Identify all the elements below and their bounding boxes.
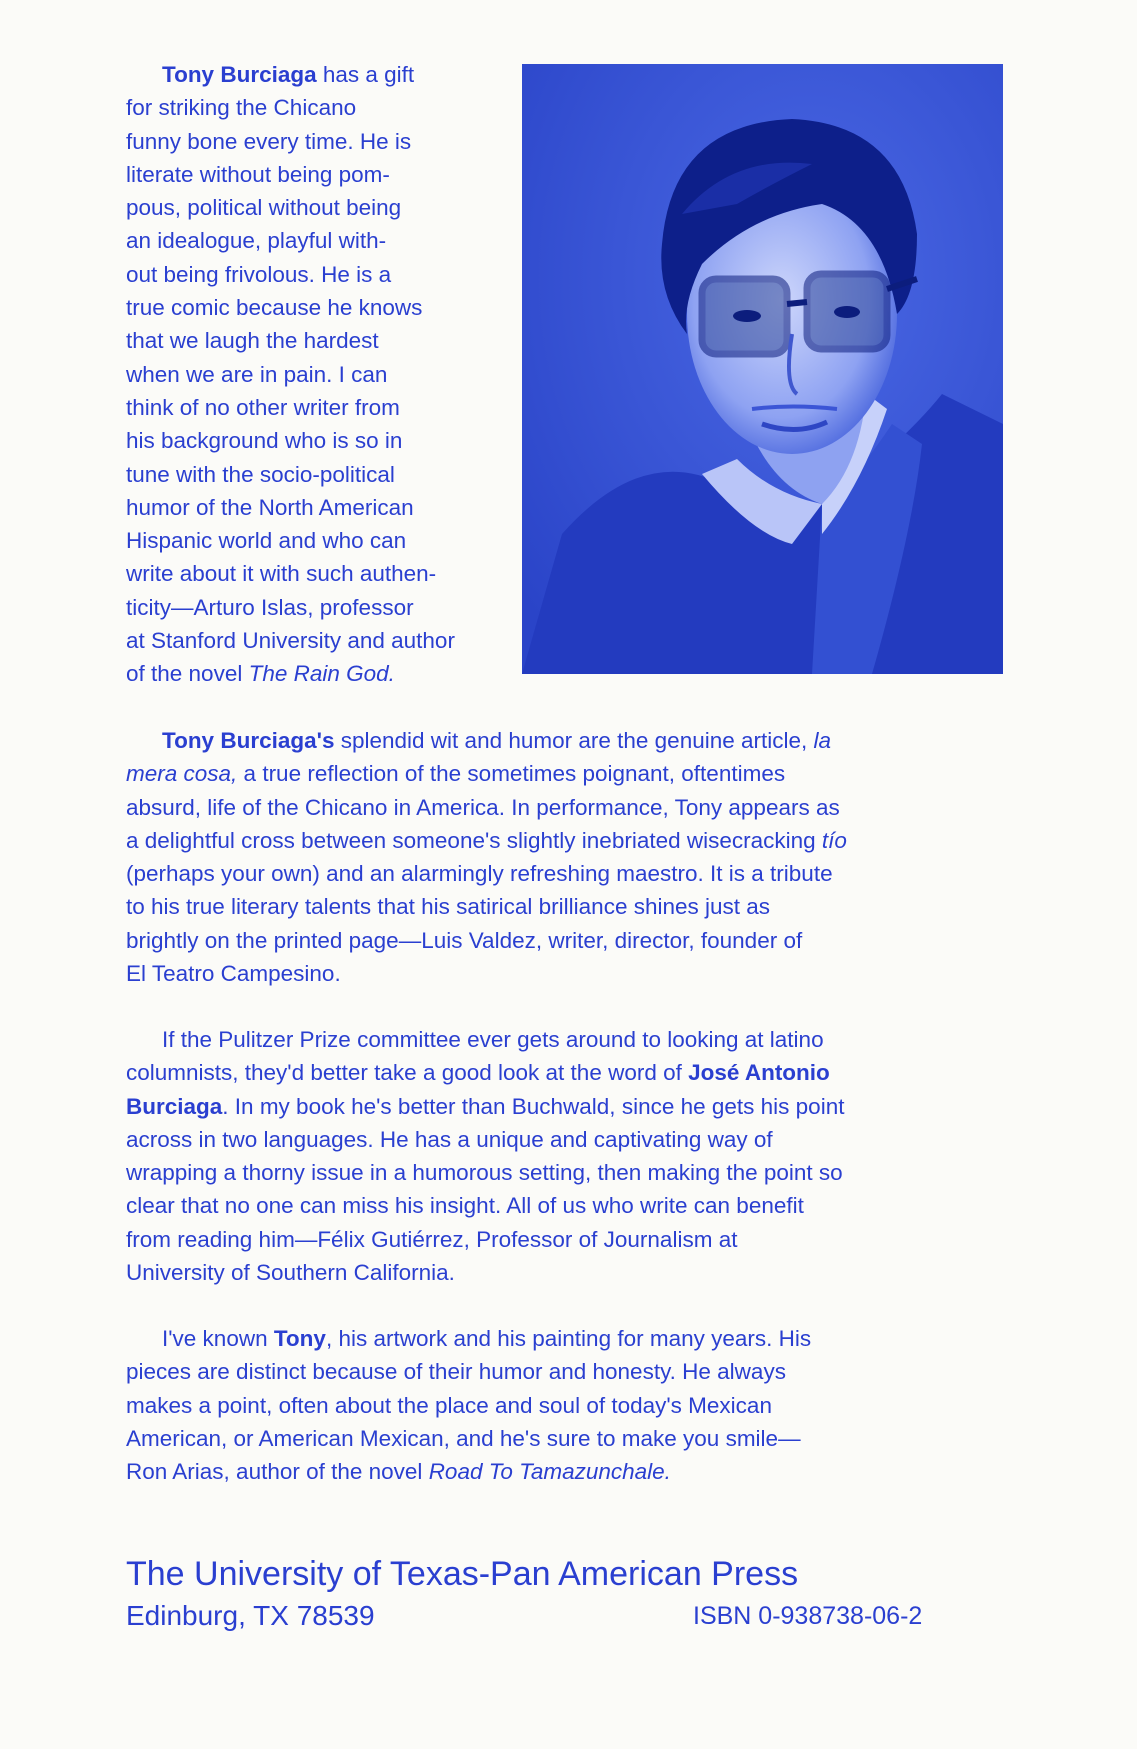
quote-line <box>126 724 976 757</box>
publisher-address: Edinburg, TX 78539 <box>126 1600 375 1631</box>
quote-line: for striking the Chicano <box>126 95 357 121</box>
quote-line <box>126 757 976 790</box>
quote-arias <box>126 1322 976 1488</box>
quote-valdez <box>126 724 976 990</box>
portrait-illustration <box>522 64 1003 674</box>
quote-text: of the novel <box>126 661 249 687</box>
quote-line <box>126 657 526 690</box>
author-name: Burciaga <box>126 1093 223 1119</box>
author-name: Tony <box>273 1326 326 1351</box>
quote-line: his background who is so in <box>126 428 403 454</box>
quote-text: a true reflection of the sometimes poignant, oftentimes <box>237 761 786 787</box>
quote-text: mera cosa, <box>126 761 238 787</box>
quote-text: I've known <box>162 1326 274 1351</box>
quote-line <box>126 1455 976 1488</box>
quote-line <box>126 1056 976 1089</box>
quote-line: El Teatro Campesino. <box>126 961 341 987</box>
quote-line: brightly on the printed page—Luis Valdez, writer, director, founder of <box>126 927 803 953</box>
quote-line: that we laugh the hardest <box>126 328 379 354</box>
quote-line <box>126 58 526 91</box>
author-photo <box>522 64 1003 674</box>
quote-line: wrapping a thorny issue in a humorous setting, then making the point so <box>126 1160 843 1186</box>
quote-line: from reading him—Félix Gutiérrez, Professor of Journalism at <box>126 1226 738 1252</box>
quote-gutierrez <box>126 1023 976 1289</box>
isbn: ISBN 0-938738-06-2 <box>693 1602 923 1630</box>
quote-line: pous, political without being <box>126 195 402 221</box>
publisher-name: The University of Texas-Pan American Press <box>126 1555 799 1593</box>
quote-line: American, or American Mexican, and he's sure to make you smile— <box>126 1425 801 1451</box>
quote-text: columnists, they'd better take a good look at the word of <box>126 1060 689 1086</box>
quote-line: (perhaps your own) and an alarmingly refreshing maestro. It is a tribute <box>126 861 833 887</box>
author-name: José Antonio <box>688 1060 830 1086</box>
quote-text: Ron Arias, author of the novel <box>126 1459 429 1485</box>
quote-text: If the Pulitzer Prize committee ever gets around to looking at latino <box>162 1027 824 1052</box>
quote-line: clear that no one can miss his insight. All of us who write can benefit <box>126 1193 804 1219</box>
quote-line <box>126 1322 976 1355</box>
quote-text: a delightful cross between someone's slightly inebriated wisecracking <box>126 827 822 853</box>
quote-line: at Stanford University and author <box>126 628 455 654</box>
quote-line: Hispanic world and who can <box>126 528 407 554</box>
quote-text: tío <box>821 827 847 853</box>
book-title: The Rain God. <box>248 661 395 687</box>
quote-line: across in two languages. He has a unique and captivating way of <box>126 1126 773 1152</box>
quote-line: an idealogue, playful with- <box>126 228 387 254</box>
quote-line <box>126 1090 976 1123</box>
quote-line <box>126 1023 976 1056</box>
author-name: Tony Burciaga <box>162 62 317 87</box>
quote-text: la <box>813 728 832 753</box>
quote-line: literate without being pom- <box>126 161 390 187</box>
quote-text: , his artwork and his painting for many years. His <box>325 1326 812 1351</box>
quote-line: absurd, life of the Chicano in America. In performance, Tony appears as <box>126 794 840 820</box>
quote-line: true comic because he knows <box>126 295 423 321</box>
quote-line: ticity—Arturo Islas, professor <box>126 594 414 620</box>
quote-line: funny bone every time. He is <box>126 128 412 154</box>
quote-islas <box>126 58 526 691</box>
quote-text: splendid wit and humor are the genuine article, <box>334 728 814 753</box>
quote-line: University of Southern California. <box>126 1260 455 1286</box>
quote-text: . In my book he's better than Buchwald, since he gets his point <box>222 1093 845 1119</box>
author-name: Tony Burciaga's <box>162 728 335 753</box>
quote-line: makes a point, often about the place and soul of today's Mexican <box>126 1392 772 1418</box>
book-title: Road To Tamazunchale. <box>428 1459 671 1485</box>
quote-line: think of no other writer from <box>126 394 400 420</box>
quote-line: pieces are distinct because of their humor and honesty. He always <box>126 1359 786 1385</box>
quote-text: has a gift <box>316 62 415 87</box>
quote-line: out being frivolous. He is a <box>126 261 392 287</box>
quote-line: humor of the North American <box>126 494 414 520</box>
quote-line: to his true literary talents that his satirical brilliance shines just as <box>126 894 771 920</box>
quote-line: tune with the socio-political <box>126 461 395 487</box>
quote-line: when we are in pain. I can <box>126 361 388 387</box>
quote-line: write about it with such authen- <box>126 561 437 587</box>
quote-line <box>126 824 976 857</box>
